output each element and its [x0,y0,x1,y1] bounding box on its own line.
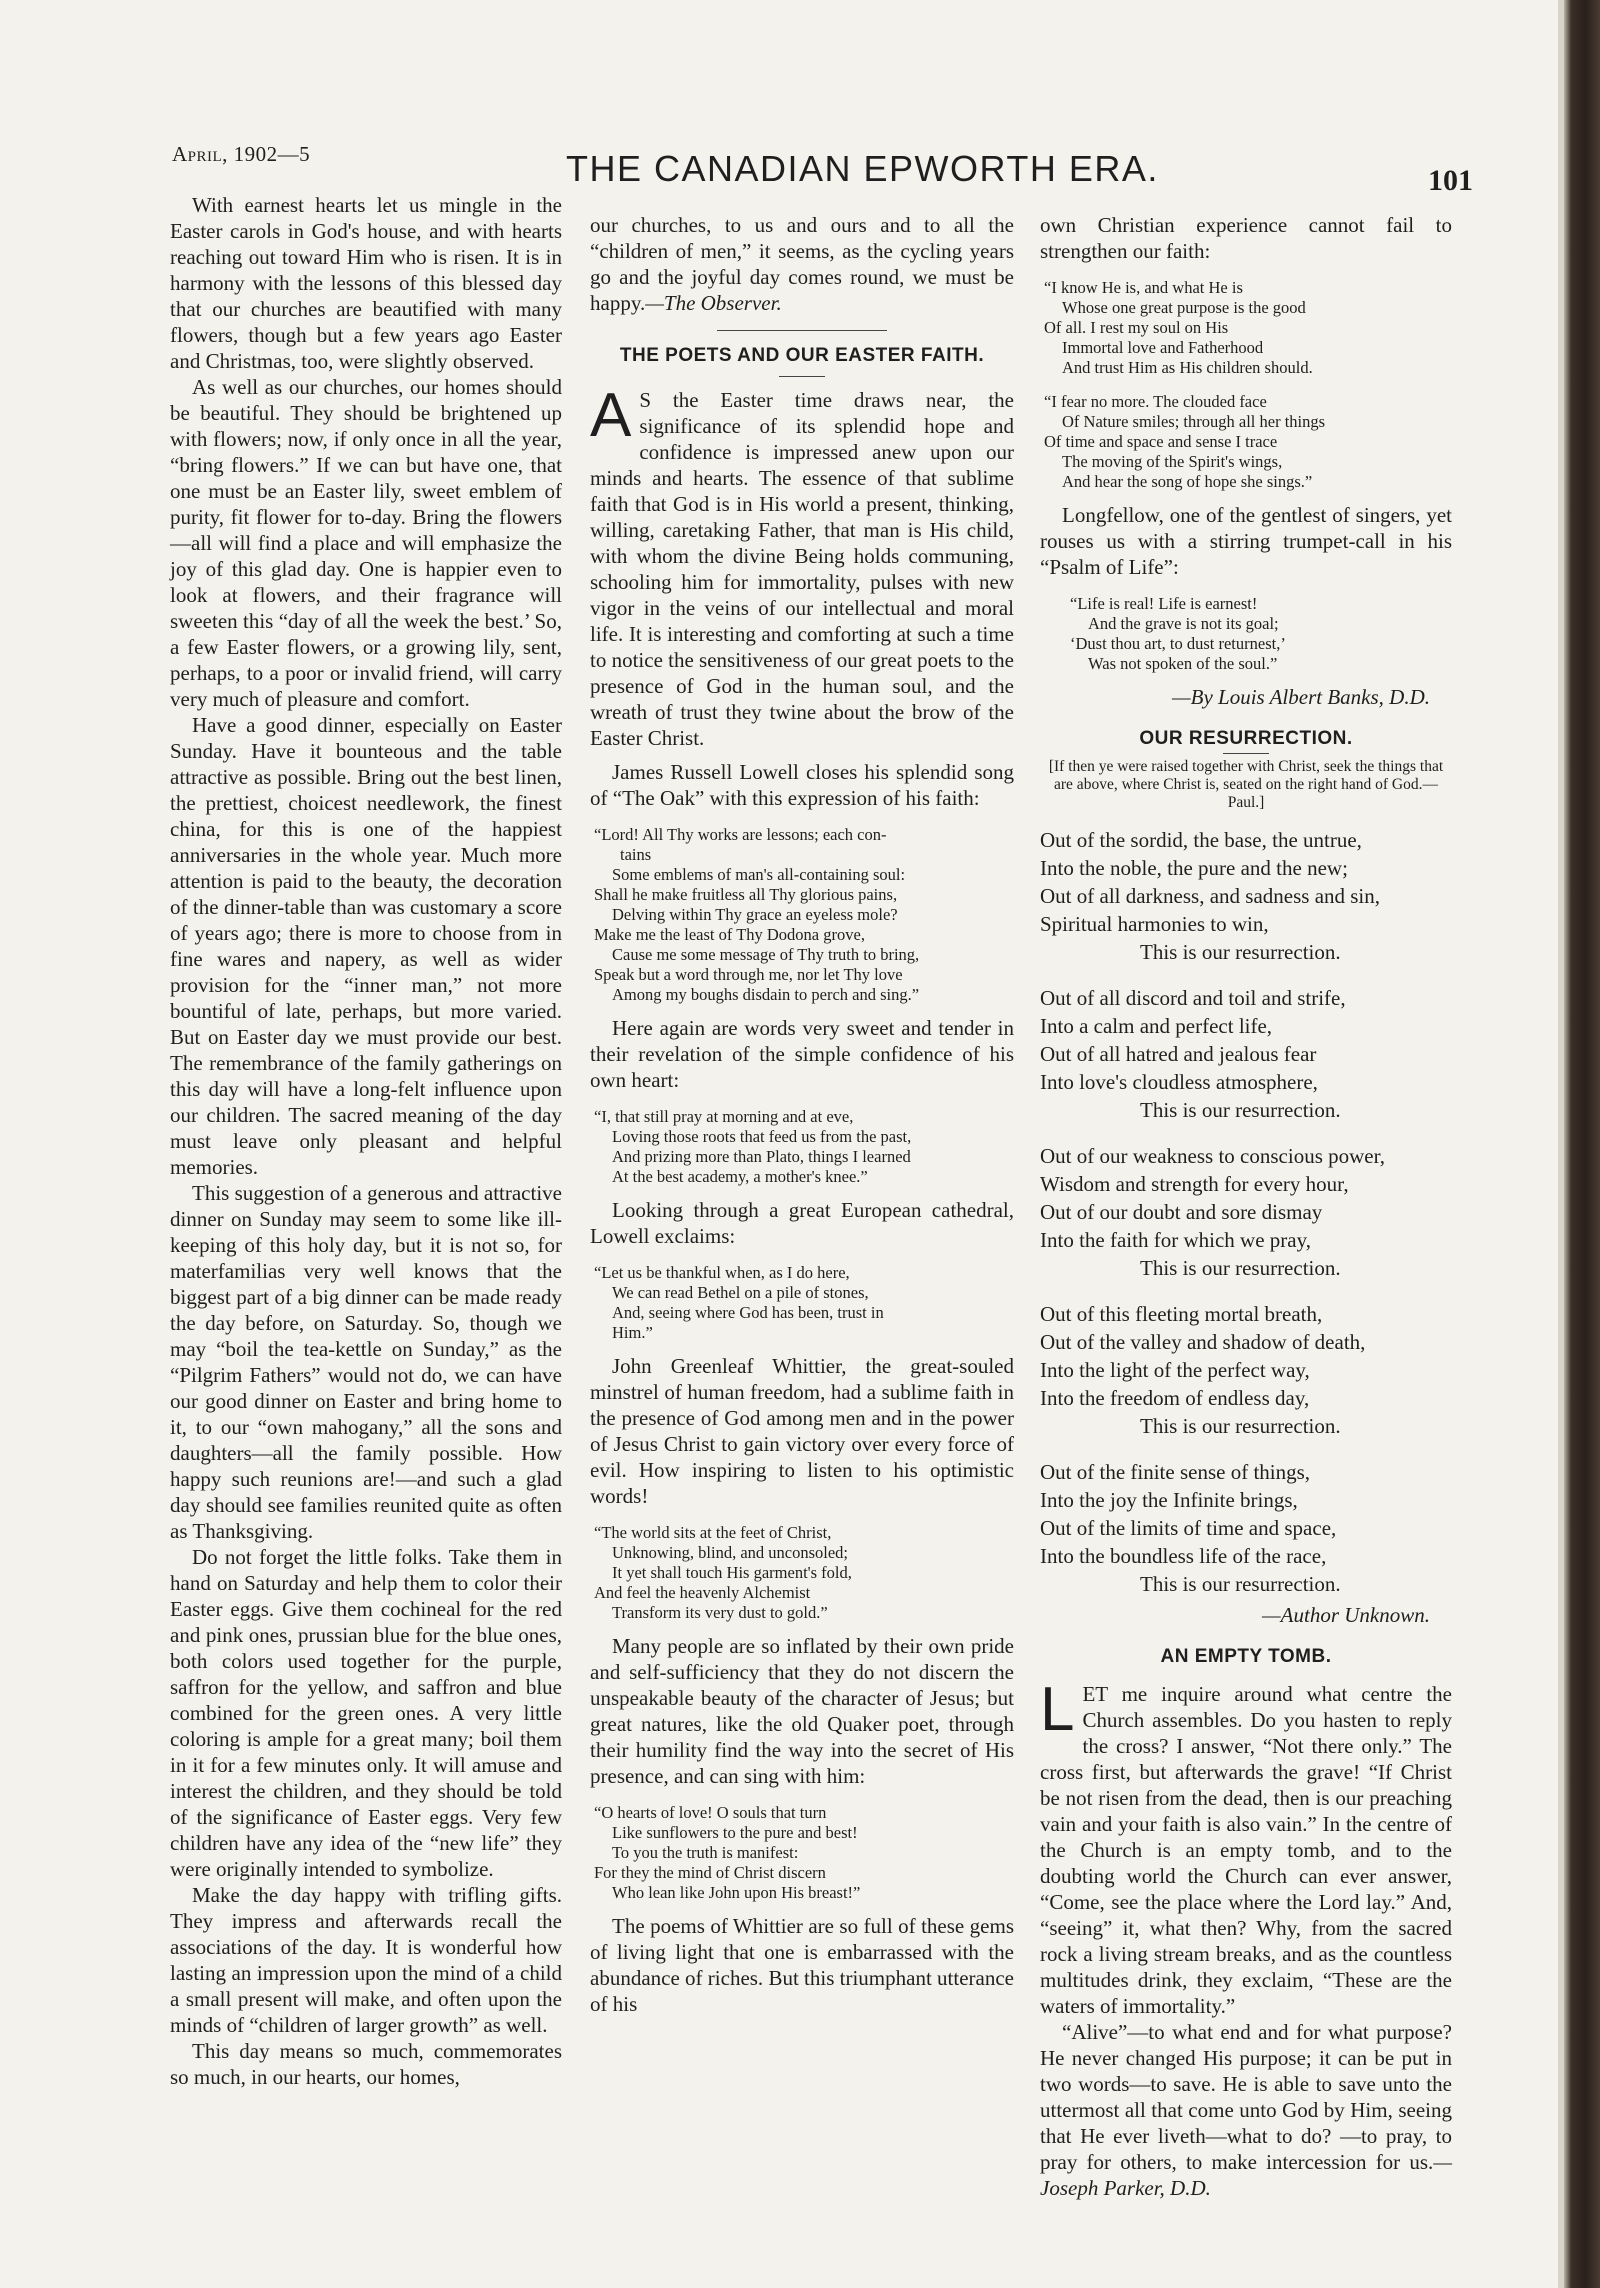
masthead-title: THE CANADIAN EPWORTH ERA. [566,148,1159,189]
paragraph: This day means so much, commemorates so much, in our hearts, our homes, [170,2039,562,2089]
section-title: AN EMPTY TOMB. [1160,1646,1332,1667]
poem-hearts: “O hearts of love! O souls that turn Like sunflowers to the pure and best! To you the truth is manifest: For they the mind of Christ discern Who lean like John upon His breast!” [594,1803,861,1902]
poem-i-know: “I know He is, and what He is Whose one great purpose is the good Of all. I rest my soul on His Immortal love and Fatherhood And trust Him as His children should. [1044,278,1313,377]
section-title: THE POETS AND OUR EASTER FAITH. [619,345,985,366]
paragraph: Here again are words very sweet and tender in their revelation of the simple confidence of his own heart: [590,1016,1014,1092]
section-title: OUR RESURRECTION. [1139,728,1353,749]
poem-world: “The world sits at the feet of Christ, Unknowing, blind, and unconsoled; It yet shall touch His garment's fold, And feel the heavenly Alchemist Transform its very dust to gold.” [594,1523,852,1622]
paragraph: Looking through a great European cathedral, Lowell exclaims: [590,1198,1014,1248]
paragraph: John Greenleaf Whittier, the great-souled minstrel of human freedom, had a sublime faith in the presence of God among men and in the power of Jesus Christ to gain victory over every force of evil. How inspiring to listen to his optimistic words! [590,1354,1014,1508]
source-credit: —The Observer. [645,291,782,315]
issue-date: April, 1902—5 [172,142,311,166]
poem-bethel: “Let us be thankful when, as I do here, We can read Bethel on a pile of stones, And, seeing where God has been, trust in Him.” [594,1263,884,1342]
paragraph: Longfellow, one of the gentlest of singers, yet rouses us with a stirring trumpet-call in his “Psalm of Life”: [1040,503,1452,579]
paragraph: Have a good dinner, especially on Easter Sunday. Have it bounteous and the table attractive as possible. Bring out the best linen, the prettiest, choicest needlework, the finest china, for this is one of the happiest anniversaries in the whole year. Much more attention is paid to the beauty, the decoration of the dinner-table than was customary a score of years ago; there is more to choose from in fine wares and napery, as well as wider provision for the “inner man,” not more bountiful of late, perhaps, but more varied. But on Easter day we must provide our best. The remembrance of the family gatherings on this day will have a long-felt influence upon our children. The sacred meaning of the day must leave only pleasant and helpful memories. [170,713,562,1179]
paragraph: With earnest hearts let us mingle in the Easter carols in God's house, and with hearts reaching out toward Him who is risen. It is in harmony with the lessons of this blessed day that our churches are beautified with many flowers, though but a few years ago Easter and Christmas, too, were slightly observed. [170,193,562,373]
stanza: Out of our weakness to conscious power, Wisdom and strength for every hour, Out of our doubt and sore dismay Into the faith for which we pray, This is our resurrection. [1040,1144,1386,1280]
author-signature: —Joseph Parker, D.D. [1040,2150,1452,2200]
page-number: 101 [1428,164,1473,197]
epigraph: [If then ye were raised together with Christ, seek the things that are above, where Christ is, seated on the right hand of God.—Paul.] [1048,758,1444,811]
paragraph: The poems of Whittier are so full of these gems of living light that one is embarrassed with the abundance of riches. But this triumphant utterance of his [590,1914,1014,2016]
paragraph: ET me inquire around what centre the Church assembles. Do you hasten to reply the cross? I answer, “Not there only.” The cross first, but afterwards the grave! “If Christ be not risen from the dead, then is our preaching vain and your faith is also vain.” In the centre of the Church is an empty tomb, and to the doubting world the Church can ever answer, “Come, see the place where the Lord lay.” And, “seeing” it, what then? Why, from the sacred rock a living stream breaks, and as the countless multitudes drink, they exclaim, “These are the waters of immortality.” [1040,1682,1452,2018]
book-binding [1564,0,1600,2288]
divider [717,330,887,331]
column-1 [170,192,562,2090]
author-signature: —Author Unknown. [1262,1603,1430,1627]
stanza: Out of this fleeting mortal breath, Out of the valley and shadow of death, Into the light of the perfect way, Into the freedom of endless day, This is our resurrection. [1040,1302,1366,1438]
paragraph: This suggestion of a generous and attractive dinner on Sunday may seem to some like ill-keeping of this holy day, but it is not so, for materfamilias very well knows that the biggest part of a big dinner can be made ready the day before, on Saturday. So, though we may “boil the tea-kettle on Sunday,” as the “Pilgrim Fathers” would not do, we can have our good dinner on Easter and bring home to it, to our “own mahogany,” all the sons and daughters—all the family possible. How happy such reunions are!—and such a glad day should see families reunited quite as often as Thanksgiving. [170,1181,562,1543]
poem-pray: “I, that still pray at morning and at eve, Loving those roots that feed us from the past, And prizing more than Plato, things I learned At the best academy, a mother's knee.” [594,1107,912,1186]
paragraph: own Christian experience cannot fail to strengthen our faith: [1040,213,1452,263]
article-intro [590,381,1014,751]
column-2 [590,212,1014,2017]
stanza: Out of all discord and toil and strife, Into a calm and perfect life, Out of all hatred and jealous fear Into love's cloudless atmosphere, This is our resurrection. [1040,986,1346,1122]
stanza: Out of the finite sense of things, Into the joy the Infinite brings, Out of the limits of time and space, Into the boundless life of the race, This is our resurrection. [1040,1460,1341,1596]
paragraph: As well as our churches, our homes should be beautiful. They should be brightened up with flowers; now, if only once in all the year, “bring flowers.” If we can but have one, that one must be an Easter lily, sweet emblem of purity, fit flower for to-day. Bring the flowers—all will find a place and will emphasize the joy of this glad day. One is happier even to look at flowers, and their fragrance will sweeten this “day of all the week the best.’ So, a few Easter flowers, or a growing lily, sent, perhaps, to a poor or invalid friend, will carry very much of pleasure and comfort. [170,375,562,711]
paragraph: S the Easter time draws near, the significance of its splendid hope and confidence is impressed anew upon our minds and hearts. The essence of that sublime faith that God is in His world a present, thinking, willing, caretaking Father, that man is His child, with whom the divine Being holds communing, schooling him for immortality, pulses with new vigor in the veins of our intellectual and moral life. It is interesting and comforting at such a time to notice the sensitiveness of our great poets to the presence of God in the human soul, and the wreath of trust they twine about the brow of the Easter Christ. [590,388,1014,750]
paragraph: Many people are so inflated by their own pride and self-sufficiency that they do not discern the unspeakable beauty of the character of Jesus; but great natures, like the old Quaker poet, through their humility find the way into the secret of His presence, and can sing with him: [590,1634,1014,1788]
hymn-our-resurrection [1040,826,1452,1598]
author-signature: —By Louis Albert Banks, D.D. [1171,685,1430,709]
poem-the-oak: “Lord! All Thy works are lessons; each con- tains Some emblems of man's all-containing soul: Shall he make fruitless all Thy glorious pains, Delving within Thy grace an eyeless mole? Make me the least of Thy Dodona grove, Cause me some message of Thy truth to bring, Speak but a word through me, nor let Thy love Among my boughs disdain to perch and sing.” [594,825,920,1004]
continuation-paragraph: our churches, to us and ours and to all the “children of men,” it seems, as the cycling years go and the joyful day comes round, we must be happy.—The Observer. [590,213,1014,315]
divider [779,376,825,377]
paragraph: “Alive”—to what end and for what purpose? He never changed His purpose; it can be put in two words—to save. He is able to save unto the uttermost all that come unto God by Him, seeing that He ever liveth—what to do? —to pray, to pray for others, to make intercession for us.—Joseph Parker, D.D. [1040,2020,1452,2200]
column-3 [1040,212,1452,2201]
divider [1223,753,1269,754]
article-intro [1040,1675,1452,2019]
poem-psalm-of-life: “Life is real! Life is earnest! And the grave is not its goal; ‘Dust thou art, to dust returnest,’ Was not spoken of the soul.” [1070,594,1286,673]
paragraph: James Russell Lowell closes his splendid song of “The Oak” with this expression of his faith: [590,760,1014,810]
drop-cap: A [590,381,632,450]
drop-cap: L [1040,1675,1075,1744]
stanza: Out of the sordid, the base, the untrue, Into the noble, the pure and the new; Out of all darkness, and sadness and sin, Spiritual harmonies to win, This is our resurrection. [1040,828,1381,964]
paragraph: Make the day happy with trifling gifts. They impress and afterwards recall the associations of the day. It is wonderful how lasting an impression upon the mind of a child a small present will make, and often upon the minds of “children of larger growth” as well. [170,1883,562,2037]
paragraph: Do not forget the little folks. Take them in hand on Saturday and help them to color their Easter eggs. Give them cochineal for the red and pink ones, prussian blue for the blue ones, both colors used together for the purple, saffron for the yellow, and saffron and blue combined for the green ones. A very little coloring is ample for a great many; boil them in it for a few minutes only. It will amuse and interest the children, and they should be told of the significance of Easter eggs. Very few children have any idea of the “new life” they were originally intended to symbolize. [170,1545,562,1881]
poem-i-fear: “I fear no more. The clouded face Of Nature smiles; through all her things Of time and space and sense I trace The moving of the Spirit's wings, And hear the song of hope she sings.” [1044,392,1326,491]
